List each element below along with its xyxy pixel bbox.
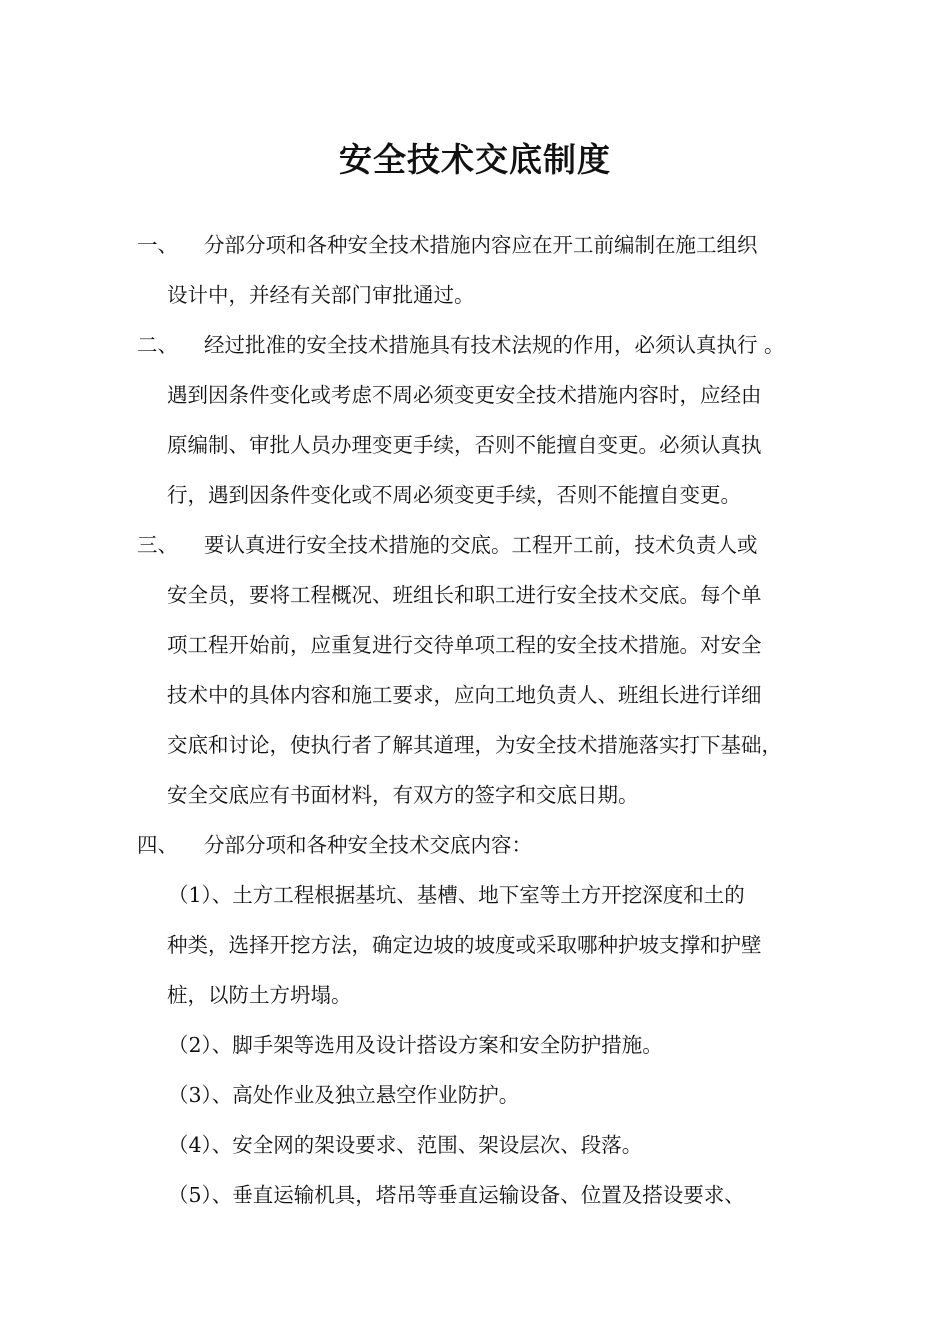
section-2-line-1: 经过批准的安全技术措施具有技术法规的作用，必须认真执行 。	[204, 333, 785, 357]
section-2-line-4: 行，遇到因条件变化或不周必须变更手续，否则不能擅自变更。	[167, 483, 741, 507]
section-1-line-2: 设计中，并经有关部门审批通过。	[167, 283, 475, 307]
section-4-number: 四、	[137, 833, 178, 857]
subitem-5-line-1: （5）、垂直运输机具，塔吊等垂直运输设备、位置及搭设要求、	[168, 1183, 745, 1207]
subitem-3-line-1: （3）、高处作业及独立悬空作业防护。	[168, 1083, 520, 1107]
subitem-1-line-3: 桩，以防土方坍塌。	[167, 983, 352, 1007]
document-title: 安全技术交底制度	[339, 140, 611, 179]
subitem-1-line-1: （1）、土方工程根据基坑、基槽、地下室等土方开挖深度和土的	[168, 883, 745, 907]
section-3-line-1: 要认真进行安全技术措施的交底。工程开工前，技术负责人或	[204, 533, 758, 557]
section-2-line-3: 原编制、审批人员办理变更手续，否则不能擅自变更。必须认真执	[167, 433, 762, 457]
subitem-4-line-1: （4）、安全网的架设要求、范围、架设层次、段落。	[168, 1133, 643, 1157]
section-3-line-6: 安全交底应有书面材料，有双方的签字和交底日期。	[167, 783, 639, 807]
section-1-line-1: 分部分项和各种安全技术措施内容应在开工前编制在施工组织	[204, 233, 758, 257]
section-3-number: 三、	[137, 533, 178, 557]
section-3-line-4: 技术中的具体内容和施工要求，应向工地负责人、班组长进行详细	[167, 683, 762, 707]
section-3-line-3: 项工程开始前，应重复进行交待单项工程的安全技术措施。对安全	[167, 633, 762, 657]
section-3-line-2: 安全员，要将工程概况、班组长和职工进行安全技术交底。每个单	[167, 583, 762, 607]
section-2-line-2: 遇到因条件变化或考虑不周必须变更安全技术措施内容时，应经由	[167, 383, 762, 407]
subitem-1-line-2: 种类，选择开挖方法，确定边坡的坡度或采取哪种护坡支撑和护壁	[167, 933, 762, 957]
section-4-line-1: 分部分项和各种安全技术交底内容：	[204, 833, 532, 857]
section-3-line-5: 交底和讨论，使执行者了解其道理，为安全技术措施落实打下基础，	[167, 733, 782, 757]
section-1-number: 一、	[137, 233, 178, 257]
subitem-2-line-1: （2）、脚手架等选用及设计搭设方案和安全防护措施。	[168, 1033, 663, 1057]
section-2-number: 二、	[137, 333, 178, 357]
